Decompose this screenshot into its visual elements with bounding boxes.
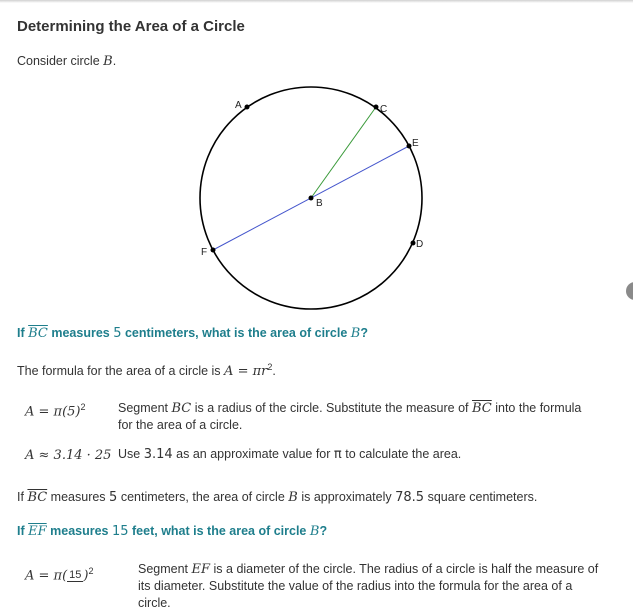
label-f: F bbox=[201, 247, 208, 258]
a1-mid3: is approximately bbox=[301, 490, 392, 504]
step1-seg: BC bbox=[171, 401, 192, 416]
q2-value: 15 bbox=[111, 524, 129, 539]
step2-d3: to calculate the area. bbox=[345, 447, 462, 461]
step3-fraction bbox=[67, 569, 83, 582]
step2-equation bbox=[25, 447, 111, 463]
step2-val: 3.14 bbox=[143, 447, 173, 462]
step2-d2: as an approximate value for bbox=[176, 447, 331, 461]
label-d: D bbox=[416, 239, 424, 250]
step2-description bbox=[118, 446, 598, 463]
answer-1 bbox=[17, 490, 537, 505]
question-2 bbox=[17, 524, 327, 539]
page-title: Determining the Area of a Circle bbox=[17, 18, 245, 35]
intro-end: . bbox=[112, 54, 117, 68]
intro-text bbox=[17, 54, 116, 69]
step1-description bbox=[118, 400, 598, 434]
step2-eq: A ≈ 3.14 · 25 bbox=[25, 448, 112, 463]
q1-post: centimeters, what is the area of circle bbox=[124, 326, 348, 340]
q1-mid: measures bbox=[51, 326, 110, 340]
a1-var: B bbox=[288, 490, 298, 505]
formula-line bbox=[17, 362, 276, 379]
top-shadow bbox=[0, 0, 633, 3]
step2-pi: π bbox=[333, 447, 342, 462]
label-b: B bbox=[316, 198, 323, 209]
a1-mid: measures bbox=[50, 490, 106, 504]
step3-exp: 2 bbox=[88, 566, 94, 576]
label-c: C bbox=[380, 104, 388, 115]
q2-segment: $\overline{EF}$ bbox=[28, 524, 47, 539]
intro-var: B bbox=[103, 54, 113, 69]
step3-d1: Segment bbox=[138, 562, 189, 576]
q1-pre: If bbox=[17, 326, 25, 340]
step3-eq: A = π( bbox=[25, 568, 68, 584]
formula-text: The formula for the area of a circle is bbox=[17, 364, 221, 379]
circle-diagram bbox=[190, 82, 435, 317]
q2-pre: If bbox=[17, 524, 25, 538]
a1-pre: If bbox=[17, 490, 24, 504]
point-c bbox=[374, 105, 379, 110]
step1-eq: A = π(5) bbox=[25, 404, 81, 420]
formula-eq: A = πr bbox=[224, 364, 268, 380]
q2-mid: measures bbox=[50, 524, 109, 538]
point-a bbox=[245, 105, 250, 110]
step3-num: 15 bbox=[69, 569, 82, 582]
q1-segment: $\overline{BC}$ bbox=[28, 326, 48, 341]
formula-end: . bbox=[272, 364, 276, 379]
formula-exp: 2 bbox=[267, 362, 273, 372]
step1-exp: 2 bbox=[80, 402, 86, 412]
scroll-handle[interactable] bbox=[626, 282, 633, 300]
a1-val: 5 bbox=[109, 490, 118, 505]
q2-end: ? bbox=[319, 524, 328, 538]
question-1 bbox=[17, 326, 368, 341]
q1-var: B bbox=[350, 326, 361, 341]
a1-mid2: centimeters, the area of circle bbox=[120, 490, 285, 504]
segment-bc bbox=[311, 107, 376, 198]
step2-d1: Use bbox=[118, 447, 141, 461]
q2-post: feet, what is the area of circle bbox=[132, 524, 307, 538]
step3-description bbox=[138, 561, 608, 612]
q1-end: ? bbox=[360, 326, 368, 340]
label-a: A bbox=[235, 100, 242, 111]
label-e: E bbox=[412, 138, 419, 149]
step1-d1: Segment bbox=[118, 401, 169, 415]
step3-equation: A = π( 15 )$^2$ bbox=[25, 566, 94, 584]
step1-d3: into the formula for the area of a circle. bbox=[118, 401, 582, 432]
step1-d2: is a radius of the circle. Substitute the measure of bbox=[194, 401, 469, 415]
step1-equation bbox=[25, 402, 86, 419]
q1-value: 5 bbox=[113, 326, 122, 341]
point-d bbox=[411, 241, 416, 246]
step1-seg2: $\overline{BC}$ bbox=[471, 401, 492, 416]
intro-label: Consider circle bbox=[17, 54, 100, 68]
a1-post: square centimeters. bbox=[427, 490, 538, 504]
point-f bbox=[211, 248, 216, 253]
step3-d2: is a diameter of the circle. The radius of a circle is half the measure of its diameter. Substitute the value of the radius into the formula for the area of a circle. bbox=[138, 562, 599, 610]
point-e bbox=[407, 144, 412, 149]
q2-var: B bbox=[309, 524, 320, 539]
point-b bbox=[309, 196, 314, 201]
a1-area: 78.5 bbox=[395, 490, 425, 505]
step3-seg: EF bbox=[191, 562, 211, 577]
a1-seg: $\overline{BC}$ bbox=[27, 490, 48, 505]
